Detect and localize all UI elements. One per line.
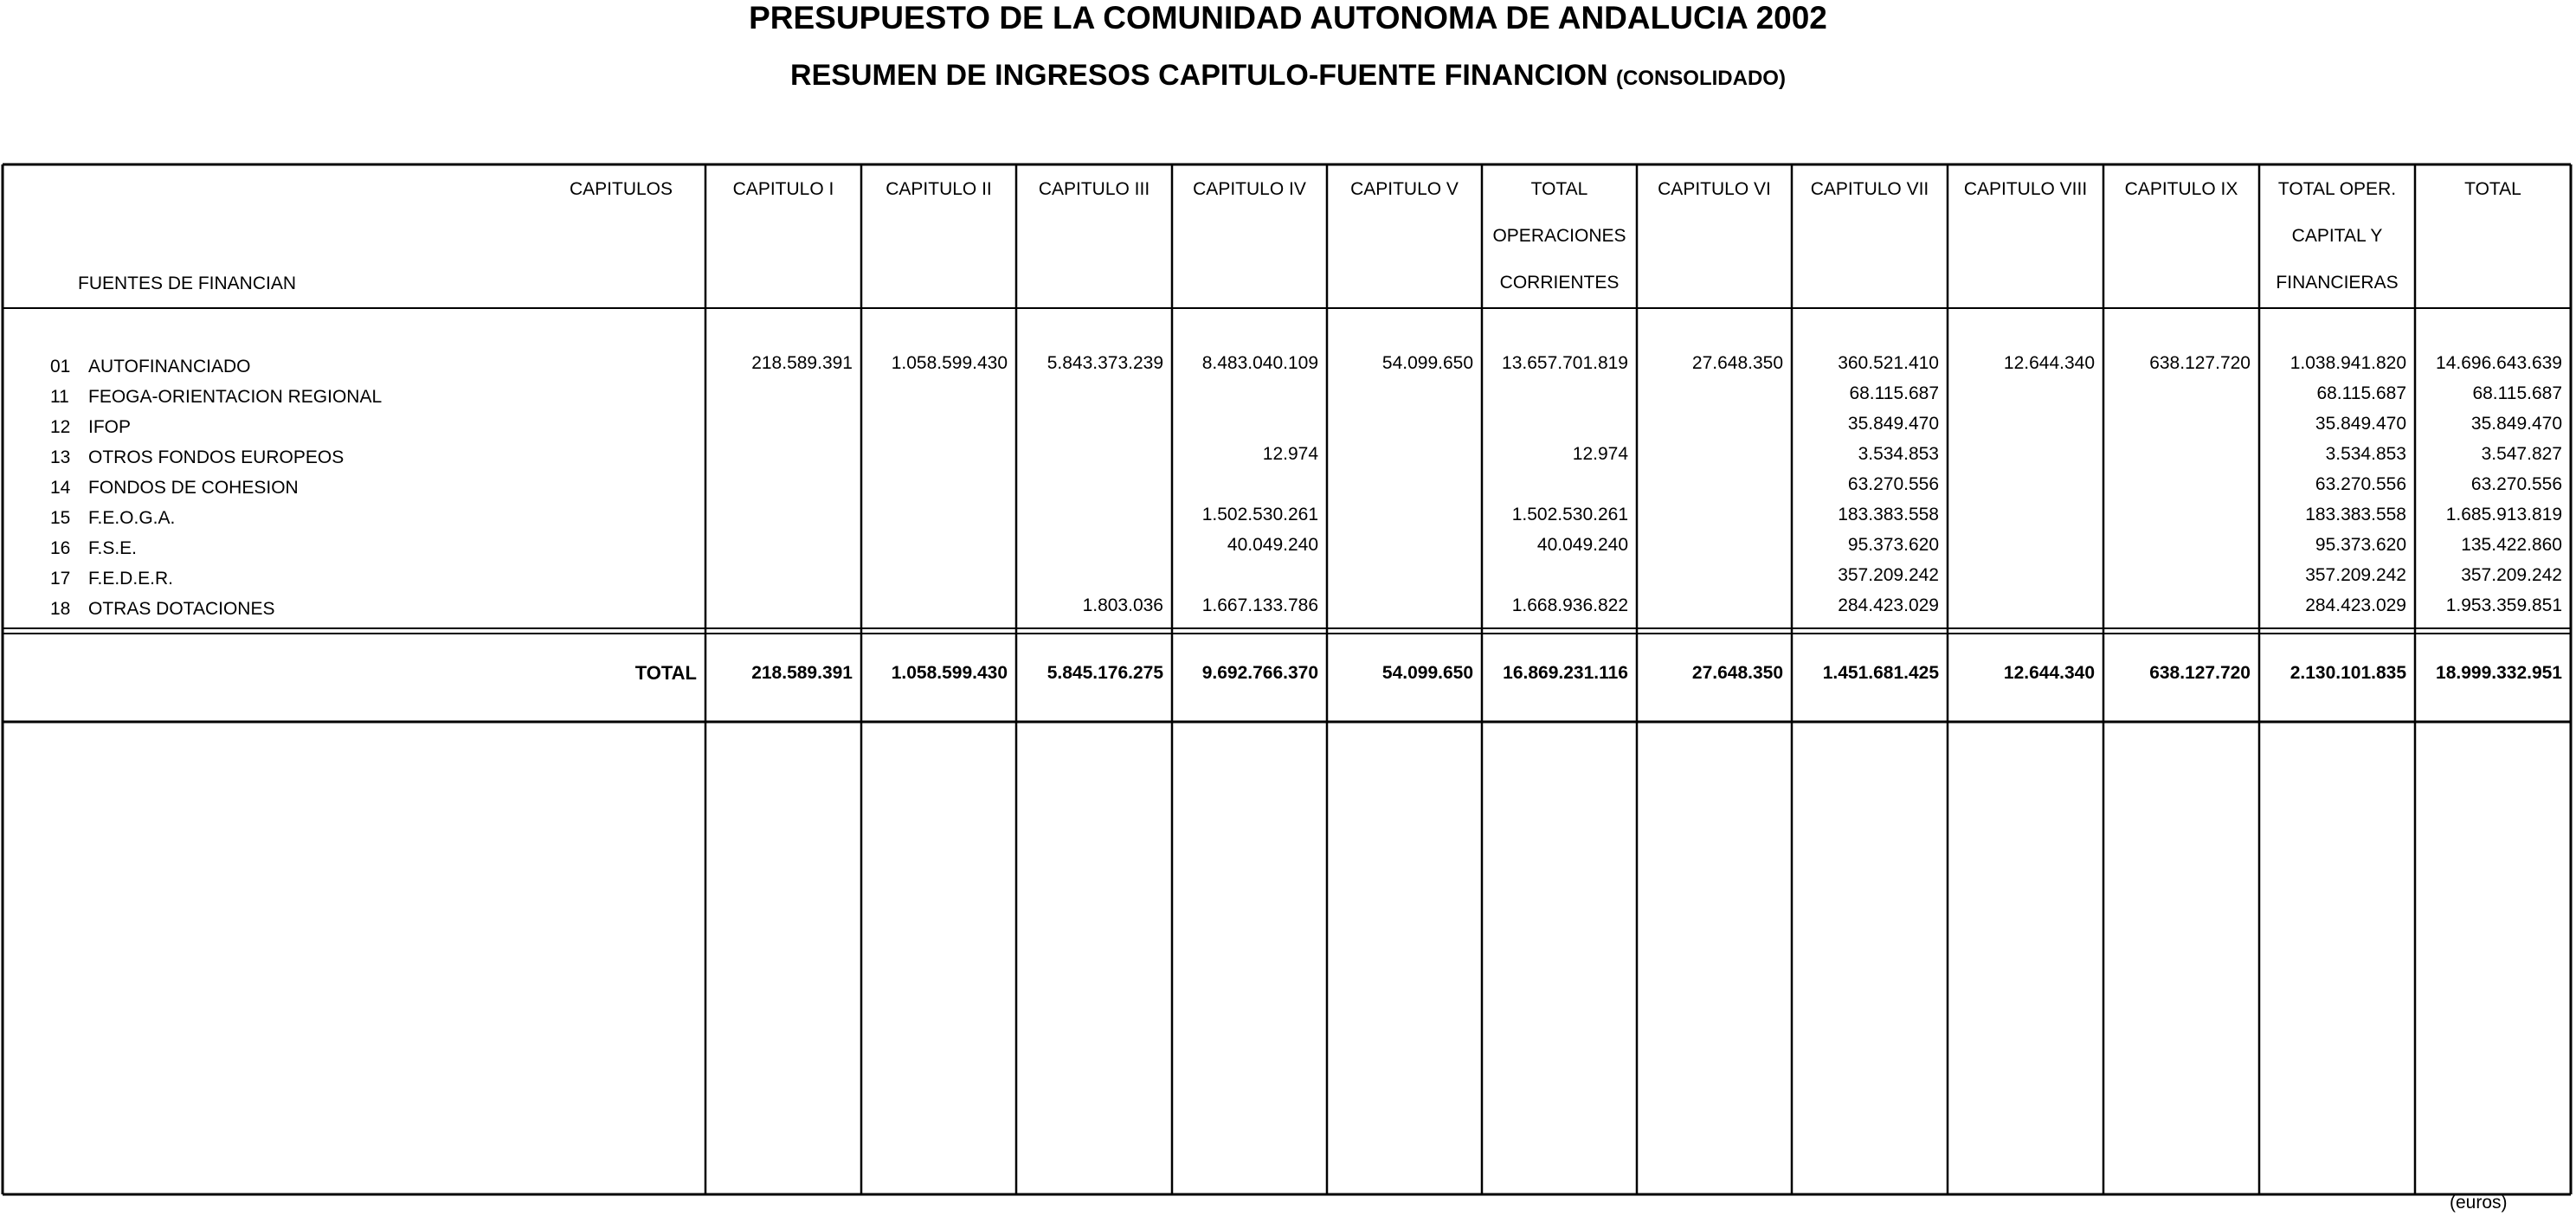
total-cell: 5.845.176.275 (1046, 663, 1163, 683)
table-cell: 1.502.530.261 (1511, 505, 1628, 524)
row-name: OTROS FONDOS EUROPEOS (88, 447, 345, 467)
table-cell: 284.423.029 (1838, 595, 1939, 615)
row-label (50, 599, 274, 620)
row-name: OTRAS DOTACIONES (88, 599, 275, 619)
table-cell: 3.534.853 (2325, 444, 2406, 464)
column-header: CAPITULO IX (2124, 179, 2238, 199)
column-header: TOTAL OPER. (2277, 179, 2397, 199)
table-cell: 3.534.853 (1858, 444, 1939, 464)
subtitle-text: RESUMEN DE INGRESOS CAPITULO-FUENTE FINANCION (790, 59, 1608, 92)
column-header: CAPITULO VII (1810, 179, 1929, 199)
total-cell: 9.692.766.370 (1201, 663, 1318, 683)
row-name: F.E.O.G.A. (88, 508, 176, 528)
table-cell: 1.667.133.786 (1201, 595, 1318, 615)
table-cell: 12.974 (1572, 444, 1628, 464)
total-cell: 27.648.350 (1691, 663, 1783, 683)
column-header: TOTAL (2464, 179, 2521, 199)
row-name: AUTOFINANCIADO (88, 357, 251, 376)
row-label (50, 538, 137, 559)
table-cell: 1.953.359.851 (2445, 595, 2562, 615)
table-cell: 68.115.687 (2316, 383, 2406, 403)
row-code: 12 (50, 417, 71, 437)
row-label (50, 508, 175, 529)
column-header: CAPITULO VIII (1963, 179, 2088, 199)
table-cell: 63.270.556 (1847, 474, 1939, 494)
row-code: 01 (50, 357, 71, 376)
column-header: CAPITULO V (1350, 179, 1459, 199)
table-cell: 218.589.391 (751, 353, 853, 373)
table-cell: 1.038.941.820 (2289, 353, 2406, 373)
row-name: IFOP (88, 417, 132, 437)
table-cell: 13.657.701.819 (1502, 353, 1628, 373)
row-name: F.E.D.E.R. (88, 569, 174, 589)
corner-header-fuentes: FUENTES DE FINANCIAN (78, 273, 297, 293)
row-name: FEOGA-ORIENTACION REGIONAL (88, 387, 383, 407)
total-cell: 16.869.231.116 (1503, 663, 1628, 683)
table-cell: 357.209.242 (1838, 565, 1939, 585)
row-code: 15 (50, 508, 71, 528)
total-cell: 638.127.720 (2149, 663, 2251, 683)
page-title: PRESUPUESTO DE LA COMUNIDAD AUTONOMA DE ANDALUCIA 2002 (749, 0, 1827, 35)
table-cell: 357.209.242 (2305, 565, 2406, 585)
table-cell: 3.547.827 (2481, 444, 2562, 464)
table-cell: 135.422.860 (2461, 535, 2562, 555)
row-label (50, 478, 299, 499)
column-header: OPERACIONES (1492, 226, 1626, 246)
table-cell: 357.209.242 (2461, 565, 2562, 585)
row-label (50, 357, 250, 377)
table-cell: 14.696.643.639 (2436, 353, 2562, 373)
column-header: CAPITULO II (886, 179, 992, 199)
row-name: F.S.E. (88, 538, 138, 558)
corner-header-capitulos: CAPITULOS (570, 179, 673, 199)
table-cell: 63.270.556 (2315, 474, 2406, 494)
row-code: 18 (50, 599, 71, 619)
table-cell: 1.685.913.819 (2445, 505, 2562, 524)
table-cell: 1.668.936.822 (1511, 595, 1628, 615)
column-header: CAPITULO VI (1658, 179, 1771, 199)
units-note: (euros) (2450, 1193, 2508, 1213)
row-code: 13 (50, 447, 71, 467)
row-code: 17 (50, 569, 71, 589)
row-label (50, 387, 382, 408)
total-cell: 1.058.599.430 (891, 663, 1008, 683)
row-name: FONDOS DE COHESION (88, 478, 299, 498)
column-header: CAPITULO I (732, 179, 834, 199)
row-code: 14 (50, 478, 71, 498)
row-code: 11 (50, 387, 69, 407)
total-cell: 12.644.340 (2003, 663, 2095, 683)
total-cell: 2.130.101.835 (2289, 663, 2406, 683)
column-header: FINANCIERAS (2276, 273, 2399, 293)
table-cell: 638.127.720 (2149, 353, 2251, 373)
table-cell: 183.383.558 (1838, 505, 1939, 524)
table-cell: 8.483.040.109 (1201, 353, 1318, 373)
table-cell: 95.373.620 (2315, 535, 2406, 555)
table-cell: 54.099.650 (1381, 353, 1473, 373)
total-cell: 1.451.681.425 (1822, 663, 1939, 683)
row-label (50, 447, 344, 468)
row-label (50, 569, 173, 589)
column-header: CORRIENTES (1499, 273, 1620, 293)
table-cell: 12.974 (1262, 444, 1318, 464)
table-cell: 40.049.240 (1227, 535, 1318, 555)
subtitle-note: (CONSOLIDADO) (1615, 67, 1786, 90)
table-cell: 1.803.036 (1082, 595, 1163, 615)
table-cell: 35.849.470 (1847, 414, 1939, 434)
table-cell: 360.521.410 (1838, 353, 1939, 373)
table-cell: 40.049.240 (1536, 535, 1628, 555)
column-header: CAPITAL Y (2291, 226, 2383, 246)
row-code: 16 (50, 538, 71, 558)
row-label (50, 417, 131, 438)
table-cell: 12.644.340 (2003, 353, 2095, 373)
table-cell: 63.270.556 (2470, 474, 2562, 494)
table-cell: 1.058.599.430 (891, 353, 1008, 373)
table-cell: 284.423.029 (2305, 595, 2406, 615)
total-cell: 54.099.650 (1381, 663, 1473, 683)
table-cell: 68.115.687 (2472, 383, 2562, 403)
column-header: TOTAL (1530, 179, 1588, 199)
total-cell: 18.999.332.951 (2436, 663, 2562, 683)
table-cell: 183.383.558 (2305, 505, 2406, 524)
table-cell: 27.648.350 (1691, 353, 1783, 373)
table-cell: 68.115.687 (1849, 383, 1939, 403)
table-cell: 95.373.620 (1847, 535, 1939, 555)
column-header: CAPITULO IV (1193, 179, 1306, 199)
table-cell: 5.843.373.239 (1046, 353, 1163, 373)
table-cell: 35.849.470 (2470, 414, 2562, 434)
table-cell: 35.849.470 (2315, 414, 2406, 434)
column-header: CAPITULO III (1038, 179, 1150, 199)
table-cell: 1.502.530.261 (1201, 505, 1318, 524)
total-row-label: TOTAL (634, 662, 697, 684)
total-cell: 218.589.391 (751, 663, 853, 683)
